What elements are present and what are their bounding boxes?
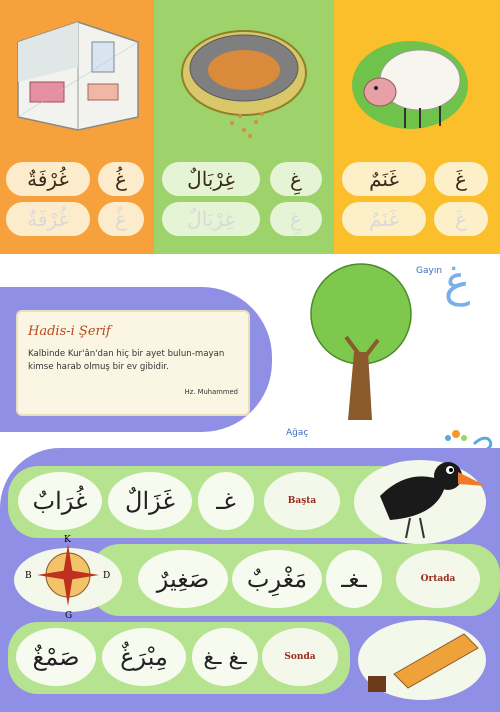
word-pill: غِرْبَالٌ (162, 162, 260, 196)
word-pill-faded: غُرْفَةٌ (6, 202, 90, 236)
tree-label: Ağaç (286, 428, 309, 438)
word-oval: صَغِيرٌ (138, 550, 228, 608)
hadis-card (18, 312, 248, 414)
hadis-source: Hz. Muhammed (184, 388, 238, 396)
compass-s: G (65, 611, 73, 620)
letter-pill-faded: غِ (270, 202, 322, 236)
position-label-sonda: Sonda (262, 628, 338, 686)
compass-w: B (25, 571, 32, 581)
word-pill: غُرْفَةٌ (6, 162, 90, 196)
compass-oval (14, 535, 122, 620)
letter-pill: غُ (98, 162, 144, 196)
hadis-title: Hadis-i Şerif (28, 324, 111, 339)
hadis-text: Kalbinde Kur'ân'dan hiç bir ayet bulun-mayan kimse harab olmuş bir ev gibidir. (28, 349, 225, 372)
letter-pill: غَ (434, 162, 488, 196)
sieve-illustration (172, 18, 317, 143)
word-oval: غُرَابٌ (18, 472, 102, 530)
word-oval: صَمْغٌ (16, 628, 96, 686)
letter-pill-faded: غَ (434, 202, 488, 236)
position-label-ortada: Ortada (396, 550, 480, 608)
word-oval: مِبْرَغٌ (102, 628, 186, 686)
sheep-illustration (350, 40, 470, 135)
gayin-label: Gayın (416, 266, 443, 276)
letter-pill: غِ (270, 162, 322, 196)
crow-illustration (350, 446, 490, 546)
tree-illustration (306, 262, 416, 422)
letter-oval: غـ (198, 472, 254, 530)
word-pill-faded: غِرْبَالٌ (162, 202, 260, 236)
compass-n: K (64, 535, 71, 545)
letter-pill-faded: غُ (98, 202, 144, 236)
compass-e: D (103, 571, 111, 581)
position-label-basta: Başta (264, 472, 340, 530)
word-oval: غَزَالٌ (108, 472, 192, 530)
word-pill: غَنَمٌ (342, 162, 426, 196)
word-pill-faded: غَنَمٌ (342, 202, 426, 236)
word-oval: مَغْرِبٌ (232, 550, 322, 608)
letter-oval: ـغ ـغ (192, 628, 258, 686)
room-illustration (8, 12, 144, 132)
letter-oval: ـغـ (326, 550, 382, 608)
gayin-letter: غ (444, 256, 471, 307)
glue-tube-illustration (354, 614, 490, 702)
